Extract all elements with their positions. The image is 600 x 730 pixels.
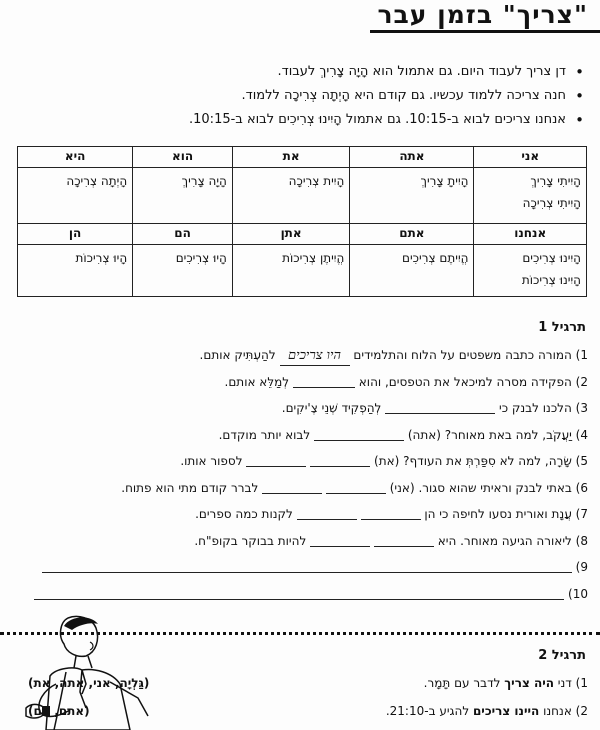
cell-value: הֱיִיתֶם צְרִיכִים — [402, 251, 469, 265]
item-text: דני היה צריך לדבר עם תָּמָר. — [423, 676, 572, 690]
answer-blank[interactable] — [246, 456, 306, 467]
key-phrase: היינו צריכים — [472, 704, 540, 718]
item-number: 2) — [575, 374, 588, 389]
item-text: לקנות כמה ספרים. — [195, 507, 293, 521]
cell-value: הָיִיתִי צָרִיךְ — [530, 174, 581, 188]
cell-value: הָיִית צְרִיכָה — [288, 174, 345, 188]
cell-value: הָיוּ צְרִיכִים — [175, 251, 227, 265]
table-header: הן — [18, 224, 133, 245]
item-text: לבוא יותר מוקדם. — [218, 427, 311, 442]
exercise-item — [8, 342, 588, 369]
key-phrase: היה צריך — [504, 676, 554, 690]
example-bullets — [16, 60, 586, 132]
table-header: אתן — [232, 224, 349, 245]
answer-blank[interactable] — [42, 562, 572, 573]
item-text: שָׂרָה, למה לא סִפַּרְתְּ את העודף? (את) — [374, 454, 572, 468]
item-text: לספור אותו. — [180, 454, 243, 468]
answer-blank[interactable] — [385, 403, 495, 414]
exercise-item — [8, 501, 588, 528]
item-number: 1) — [575, 348, 588, 362]
answer-blank[interactable] — [310, 456, 370, 467]
exercise-1-title: תרגיל 1 — [538, 320, 586, 335]
cell-value: הָיִיתִי צְרִיכָה — [522, 196, 581, 210]
cell-value: הָיִיתָ צָרִיךְ — [420, 174, 469, 188]
item-text: הלכנו לבנק כי — [499, 401, 572, 415]
table-cell — [232, 168, 349, 224]
table-cell — [474, 168, 587, 224]
conjugation-table — [17, 146, 587, 297]
exercise-item — [8, 698, 588, 726]
item-text: המורה כתבה משפטים על הלוח והתלמידים — [353, 348, 572, 362]
cell-value: הָיְתָה צְרִיכָה — [66, 174, 128, 188]
answer-blank[interactable] — [326, 483, 386, 494]
item-number: 8) — [575, 533, 588, 548]
item-number: 10) — [568, 586, 588, 601]
table-header: היא — [18, 147, 133, 168]
table-cell — [18, 168, 133, 224]
answer-blank[interactable] — [361, 509, 421, 520]
item-hint: (גַּלְיָה, אני, אתה, את) — [28, 676, 150, 690]
item-hint: (אתם, הם) — [28, 704, 90, 718]
table-cell — [232, 245, 349, 297]
page-title: "צריך" בזמן עבר — [377, 0, 588, 29]
answer-blank[interactable] — [310, 536, 370, 547]
table-header: הוא — [133, 147, 233, 168]
cell-value: הֱיִיתֶן צְרִיכוֹת — [282, 251, 345, 265]
exercise-2-list — [8, 670, 588, 726]
exercise-item — [8, 581, 588, 608]
bullet-item: • דן צריך לעבוד היום. גם אתמול הוא הָיָה צָרִיךְ לעבוד. — [16, 60, 586, 84]
answer-blank[interactable] — [374, 536, 434, 547]
exercise-item — [8, 448, 588, 475]
answer-field[interactable]: היו צריכים — [280, 347, 350, 366]
item-text: ליאורה הגיעה מאוחר. היא — [437, 533, 572, 548]
table-cell — [350, 168, 474, 224]
item-text: להיות בבוקר בקופ"ח. — [194, 533, 307, 548]
bullet-item: • חנה צריכה ללמוד עכשיו. גם קודם היא הָיְתָה צְרִיכָה ללמוד. — [16, 84, 586, 108]
item-text: יַעֲקֹב, למה באת מאוחר? (אתה) — [407, 427, 572, 442]
exercise-item — [8, 369, 588, 396]
answer-blank[interactable] — [34, 589, 564, 600]
item-text: לברר קודם מתי הוא פתוח. — [121, 480, 259, 495]
item-number: 2) — [575, 704, 588, 718]
item-text: לְהַפְקִיד שְׁנֵי צֶ'יקִים. — [281, 401, 382, 415]
cell-value: הָיוּ צְרִיכוֹת — [75, 251, 128, 265]
answer-blank[interactable] — [262, 483, 322, 494]
answer-blank[interactable] — [293, 377, 355, 388]
exercise-item — [8, 395, 588, 422]
table-cell — [18, 245, 133, 297]
cell-value: הָיָה צָרִיךְ — [181, 174, 227, 188]
item-number: 9) — [575, 560, 588, 574]
exercise-item — [8, 670, 588, 698]
exercise-2-title: תרגיל 2 — [538, 648, 586, 663]
item-number: 4) — [575, 427, 588, 442]
exercise-item — [8, 528, 588, 555]
exercise-item — [8, 554, 588, 581]
item-text: עֲנָת ואורית נסעו לחיפה כי הן — [424, 507, 572, 521]
table-cell — [133, 168, 233, 224]
item-text: באתי לבנק וראיתי שהוא סגור. (אני) — [389, 480, 572, 495]
table-cell — [133, 245, 233, 297]
item-text: הפקידה מסרה למיכאל את הטפסים, והוא — [358, 374, 572, 389]
table-header: אנחנו — [474, 224, 587, 245]
exercise-item — [8, 422, 588, 449]
item-number: 5) — [575, 454, 588, 468]
exercise-item — [8, 475, 588, 502]
table-header: את — [232, 147, 349, 168]
item-number: 1) — [575, 676, 588, 690]
table-cell — [350, 245, 474, 297]
item-number: 7) — [575, 507, 588, 521]
answer-blank[interactable] — [314, 430, 404, 441]
item-text: אנחנו היינו צריכים להגיע ב-21:10. — [385, 704, 572, 718]
item-text: לְמַלֵּא אותם. — [224, 374, 290, 389]
answer-blank[interactable] — [297, 509, 357, 520]
table-header: אתם — [350, 224, 474, 245]
table-header: הם — [133, 224, 233, 245]
table-cell — [474, 245, 587, 297]
item-text: להַעְתִּיק אותם. — [199, 348, 276, 362]
table-header: אני — [474, 147, 587, 168]
item-number: 6) — [575, 480, 588, 495]
cell-value: הָיִינוּ צְרִיכִים — [522, 251, 581, 265]
exercise-1-list — [8, 342, 588, 607]
table-header: אתה — [350, 147, 474, 168]
item-number: 3) — [575, 401, 588, 415]
bullet-item: • אנחנו צריכים לבוא ב-10:15. גם אתמול הָיִינוּ צְרִיכִים לבוא ב-10:15. — [16, 108, 586, 132]
cell-value: הָיִינוּ צְרִיכוֹת — [521, 273, 581, 287]
title-underline — [370, 30, 600, 33]
